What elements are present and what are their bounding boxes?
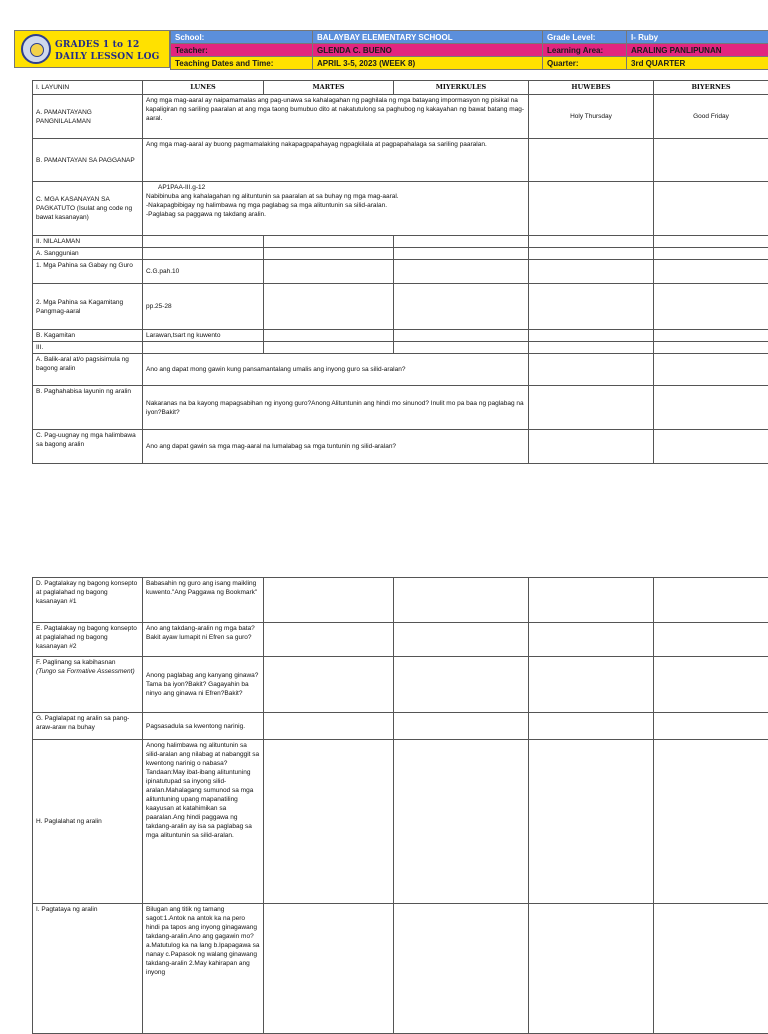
row-label: B. Kagamitan (33, 330, 143, 342)
teacher-value: GLENDA C. BUENO (313, 44, 543, 57)
table-row (33, 182, 768, 236)
day-header: MIYERKULES (394, 81, 529, 95)
table-row (33, 578, 768, 623)
school-value: BALAYBAY ELEMENTARY SCHOOL (313, 31, 543, 44)
quarter-label: Quarter: (543, 57, 627, 70)
row-label: 1. Mga Pahina sa Gabay ng Guro (33, 260, 143, 284)
row-label: D. Pagtalakay ng bagong konsepto at paglalahad ng bagong kasanayan #1 (33, 578, 143, 623)
area-label: Learning Area: (543, 44, 627, 57)
purpose-text: Nakaranas na ba kayong mapagsabihan ng inyong guro?Anong Alituntunin ang hindi mo sinunod? Inulit mo pa baa ng paglabag na iyon?Bakit? (143, 386, 529, 430)
empty-cell (654, 182, 768, 236)
dates-label: Teaching Dates and Time: (171, 57, 313, 70)
day-header: MARTES (264, 81, 394, 95)
table-row (33, 236, 768, 248)
row-label: A. Balik-aral at/o pagsisimula ng bagong aralin (33, 354, 143, 386)
row-label: G. Paglalapat ng aralin sa pang-araw-araw na buhay (33, 713, 143, 740)
table-row (33, 904, 768, 1034)
table-row (33, 260, 768, 284)
row-label: B. Paghahabisa layunin ng aralin (33, 386, 143, 430)
review-text: Ano ang dapat mong gawin kung pansamantalang umalis ang inyong guro sa silid-aralan? (143, 354, 529, 386)
table-row (33, 623, 768, 657)
evaluation-text: Bilugan ang titik ng tamang sagot:1.Antok na antok ka na pero hindi pa tapos ang inyong ginagawang takdang-aralin.Ano ang gagawin mo? a.Matutulog ka na lang b.Ipapagawa sa nanay c.Papasok ng walang ginawang takdang-aralin 2.May kahirapan ang inyong (143, 904, 264, 1034)
deped-seal-icon (21, 34, 51, 64)
header-row-teacher (171, 44, 768, 57)
row-label: A. Sanggunian (33, 248, 143, 260)
teacher-guide-pages: C.G.pah.10 (143, 260, 264, 284)
area-value: ARALING PANLIPUNAN (627, 44, 768, 57)
header-info-table (170, 30, 768, 70)
day-header: LUNES (143, 81, 264, 95)
table-row (33, 342, 768, 354)
day-header-row (33, 81, 768, 95)
row-label-cell (33, 657, 143, 713)
lesson-log-table-top (32, 80, 768, 464)
table-row (33, 430, 768, 464)
materials-value: Larawan,tsart ng kuwento (143, 330, 264, 342)
empty-cell (529, 139, 654, 182)
table-row (33, 139, 768, 182)
dates-value: APRIL 3-5, 2023 (WEEK 8) (313, 57, 543, 70)
lesson-log-table-bottom (32, 577, 768, 1034)
row-label: C. Pag-uugnay ng mga halimbawa sa bagong aralin (33, 430, 143, 464)
row-label: 2. Mga Pahina sa Kagamitang Pangmag-aaral (33, 284, 143, 330)
empty-cell (654, 139, 768, 182)
section3-title: III. (33, 342, 143, 354)
row-label: A. PAMANTAYANG PANGNILALAMAN (33, 95, 143, 139)
table-row (33, 330, 768, 342)
examples-text: Ano ang dapat gawin sa mga mag-aaral na lumalabag sa mga tuntunin ng silid-aralan? (143, 430, 529, 464)
competency-line: -Nakapagbibigay ng halimbawa ng mga paglabag sa mga alituntunin sa silid-aralan. (146, 201, 525, 210)
competencies-cell (143, 182, 529, 236)
dll-header (14, 30, 768, 68)
grade-label: Grade Level: (543, 31, 627, 44)
performance-standard-text: Ang mga mag-aaral ay buong pagmamalaking nakapagpapahayag ngpagkilala at pagpapahalaga sa sariling paaralan. (143, 139, 529, 182)
table-row (33, 95, 768, 139)
learner-material-pages: pp.25-28 (143, 284, 264, 330)
table-row (33, 248, 768, 260)
quarter-value: 3rd QUARTER (627, 57, 768, 70)
competency-line: Nabibinuba ang kahalagahan ng alituntunin sa paaralan at sa buhay ng mga mag-aaral. (146, 192, 525, 201)
competency-line: -Paglabag sa paggawa ng takdang aralin. (146, 210, 525, 219)
school-label: School: (171, 31, 313, 44)
mastery-text: Anong paglabag ang kanyang ginawa?Tama ba iyon?Bakit? Gagayahin ba ninyo ang ginawa ni Efren?Bakit? (143, 657, 264, 713)
good-friday-note: Good Friday (654, 95, 768, 139)
row-label: I. Pagtataya ng aralin (33, 904, 143, 1034)
row-label: F. Paglinang sa kabihasnan (36, 658, 139, 667)
logo-title-line2: DAILY LESSON LOG (55, 52, 160, 62)
table-row (33, 284, 768, 330)
logo-title-line1: GRADES 1 to 12 (55, 40, 139, 50)
row-label: B. PAMANTAYAN SA PAGGANAP (33, 139, 143, 182)
row-label: H. Paglalahat ng aralin (33, 740, 143, 904)
table-row (33, 354, 768, 386)
table-row (33, 657, 768, 713)
holy-thursday-note: Holy Thursday (529, 95, 654, 139)
teacher-label: Teacher: (171, 44, 313, 57)
header-row-school (171, 31, 768, 44)
row-label: C. MGA KASANAYAN SA PAGKATUTO (Isulat ang code ng bawat kasanayan) (33, 182, 143, 236)
grade-value: I- Ruby (627, 31, 768, 44)
section2-title: II. NILALAMAN (33, 236, 143, 248)
discussion1-text: Babasahin ng guro ang isang maikling kuwento."Ang Paggawa ng Bookmark" (143, 578, 264, 623)
row-label: E. Pagtalakay ng bagong konsepto at paglalahad ng bagong kasanayan #2 (33, 623, 143, 657)
day-header: BIYERNES (654, 81, 768, 95)
day-header: HUWEBES (529, 81, 654, 95)
application-text: Pagsasadula sa kwentong narinig. (143, 713, 264, 740)
header-row-dates (171, 57, 768, 70)
section1-title: I. LAYUNIN (33, 81, 143, 95)
content-standard-text: Ang mga mag-aaral ay naipamamalas ang pag-unawa sa kahalagahan ng paghilala ng mga batayang impormasyon ng pisikal na kapaligiran ng sariling paaralan at ang mga taong bumubuo dito at nakatutulong sa paghubog ng kakayahan ng bawat batang mag-aaral. (143, 95, 529, 139)
generalization-text: Anong halimbawa ng alituntunin sa silid-aralan ang nilabag at nabanggit sa kwentong narinig o nabasa? Tandaan:May ibat-ibang alituntuning ipinatutupad sa inyong silid-aralan.Mahalagang sumunod sa mga alituntuning upang mapanatiling kaayusan at katahimikan sa paaralan.Ang hindi paggawa ng takdang-aralin ay isa sa paglabag sa mga alituntunin sa silid-aralan. (143, 740, 264, 904)
competency-code: AP1PAA-III.g-12 (146, 183, 525, 192)
table-row (33, 386, 768, 430)
row-label-note: (Tungo sa Formative Assessment) (36, 667, 139, 676)
table-row (33, 740, 768, 904)
logo-block (14, 30, 170, 68)
empty-cell (529, 182, 654, 236)
discussion2-text: Ano ang takdang-aralin ng mga bata?Bakit ayaw lumapit ni Efren sa guro? (143, 623, 264, 657)
table-row (33, 713, 768, 740)
